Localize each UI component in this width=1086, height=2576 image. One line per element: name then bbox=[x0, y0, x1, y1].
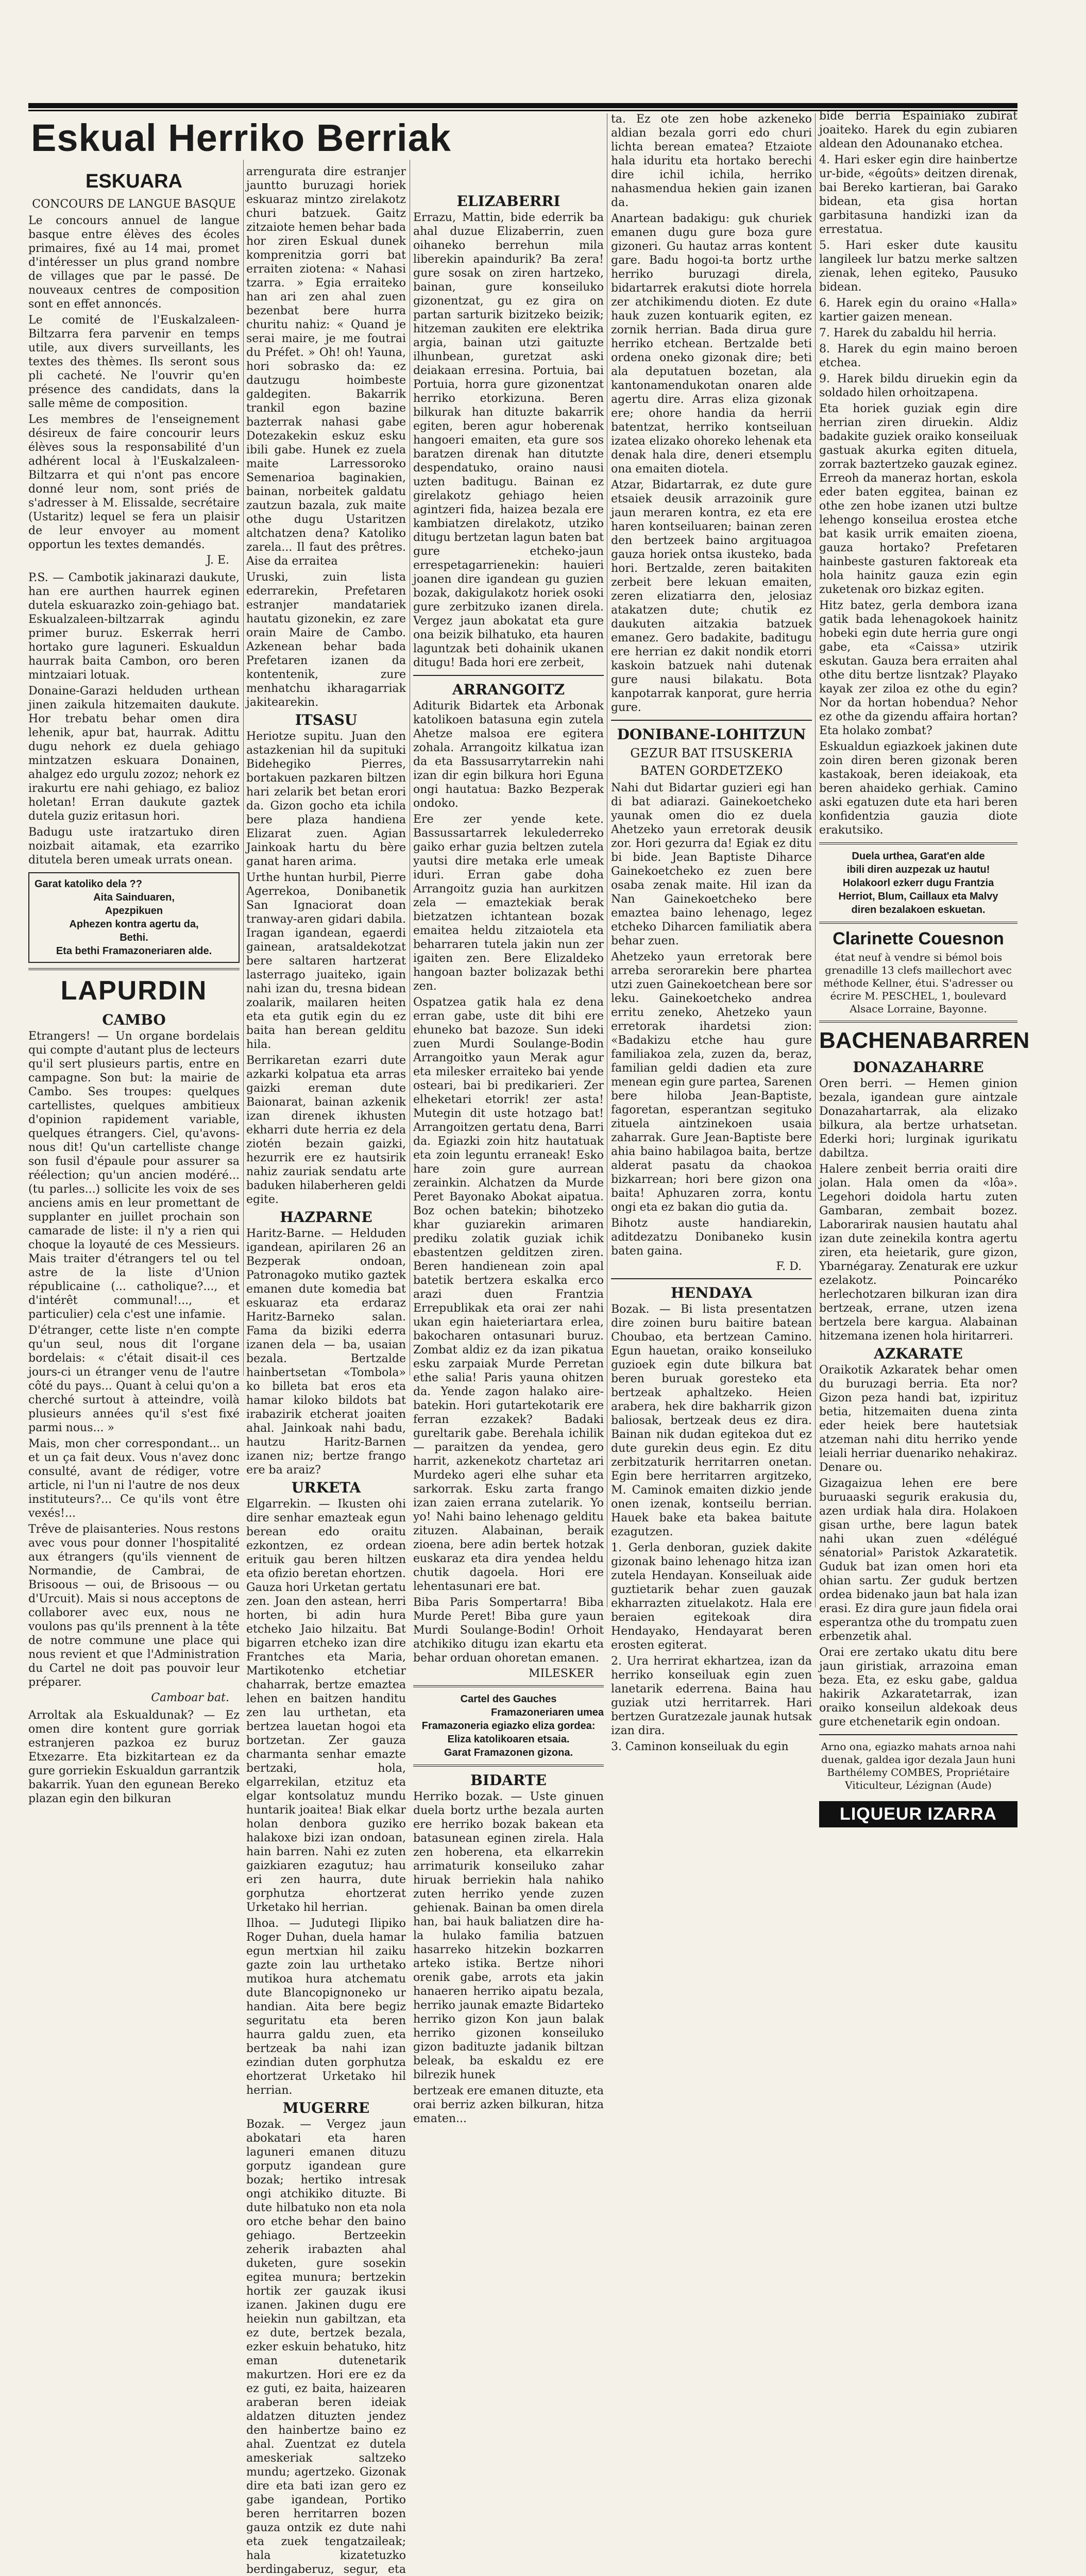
article-paragraph: Arroltak ala Eskualdunak? — Ez omen dire kontent gure gorriak estranjeren pazkoa ez buruz Etxezarre. Eta bizkitartean ez da gure gorriekin Eskualdun garrantzik bakarrik. Yuan den egunean Bereko plazan egin den bilkuran bbox=[28, 1709, 240, 1805]
town-title-hazparne: HAZPARNE bbox=[280, 1209, 372, 1226]
section-rule bbox=[28, 968, 240, 970]
article-paragraph: Anartean badakigu: guk churiek emanen dugu gure boza gure gizoneri. Gu hautaz arras kontent gare. Badu hogoi-ta bortz urthe herriko buruzagi direla, bidartarrek erakutsi diote horrela zer atchikimendu dioten. Ez dute hauk zuzen kontuarik egiten, ez zornik herrian. Bada dirua gure herriko etchean. Bertzalde beti ordena oneko gizonak dire; beti ala deputatuen bozetan, ala kantonamendukotan onaren alde agertu dire. Arras eliza gizonak ere; ohore handia da herrii batentzat, herriko kontseiluan izatea elizako ohoreko lehenak eta denak hala dire, deneri etsemplu ona emaiten diotela. bbox=[611, 212, 812, 476]
article-paragraph: Ilhoa. — Judutegi Ilipiko Roger Duhan, duela hamar egun mertxian hil zaiku gazte zoin lau urthetako mutikoa hura atchematu dute Blancopignoneko ur handian. Aita bere begiz seguritatu eta beren haurra galdu zuen, eta bertzeak ba nahi izan ezindian duten gorphutza ehortzerat Urketako hil herrian. bbox=[246, 1917, 406, 2097]
article-paragraph: Haritz-Barne. — Helduden igandean, apirilaren 26 an Bezperak ondoan, Patronagoko mutiko gaztek emanen dute komedia bat eskuaraz eta erdaraz Haritz-Barneko salan. Fama da biziki ederra izanen dela — ba, usaian bezala. Bertzalde hainbertsetan «Tombola» ko billeta bat eros eta hamar kiloko bildots bat irabazirik etcherat joaiten ahal. Jainkoak nahi badu, hautzu Haritz-Barnen izanen niz; bertze frango ere ba araiz? bbox=[246, 1227, 406, 1477]
article-paragraph: Oraikotik Azkaratek behar omen du buruzagi berria. Eta nor? Gizon peza handi bat, izpirituz betia, hitzemaiten duena zinta eder heiek bere hautetsiak atzeman nahi ditu herriko yende leiali herriar duenariko nehakiraz. Denare ou. bbox=[819, 1364, 1017, 1474]
article-paragraph: Bozak. — Vergez jaun abokatari eta haren laguneri emanen dituzu gorputz igandean gure bozak; hertiko intresak ongi atchikiko dituzte. Bi dute hilbatuko non eta nola oro etche behar den baino gehiago. Bertzeekin zeherik irabazten ahal duketen, gure sosekin egitea munura; bertzekin hortik zer gauzak ikusi izanen. Jakinen dugu ere heiekin nun gabiltzan, eta ez dute, bertzek bezala, ezker eskuin behatuko, hitz eman dutenetarik makurtzen. Hori ere ez da ez guti, ez baita, haizearen araberan beren ideiak aldatzen dituzten jendez den hainbertze baino ez ahal. Zuentzat ez dutela ameskeriak saltzeko mundu; agertzeko. Gizonak dire eta bati izan gero ez gabe igandean, Portiko beren herritarren bozen gauza ontzik ez dute nahi eta zuek tengatzaileak; hala kizatetuzko berdingaberuz, segur, eta bbox=[246, 2118, 406, 2576]
article-paragraph: Badugu uste iratzartuko diren noizbait aitamak, eta ezarriko ditutela beren umeak urrats onean. bbox=[28, 826, 240, 867]
ad-arno-text: Arno ona, egiazko mahats arnoa nahi duenak, galdea igor dezala Jaun huni Barthélemy COMBES, Propriétaire Viticulteur, Lézignan (Aude) bbox=[821, 1740, 1016, 1791]
article-paragraph: D'étranger, cette liste n'en compte qu'un seul, nous dit l'organe bordelais: « c'était disait-il ces jours-ci un étranger venu de l'autre côté du pays... Quant à celui qu'on a cherché surtout à atteindre, voilà plusieurs années qu'il s'est fixé parmi nous... » bbox=[28, 1324, 240, 1434]
article-paragraph: 2. Ura herrirat ekhartzea, izan da herriko konseiluak egin zuen lanetarik ederrena. Baina hau guziak utzi herritarrek. Hari bertzen Guratzezale jaunak hutsak izan dira. bbox=[611, 1655, 812, 1737]
article-paragraph: Errazu, Mattin, bide ederrik ba ahal duzue Elizaberrin, zuen oihaneko berrehun mila liberekin apaindurik? Ba zera! gure sosak on ziren hartzeko, bainan, gure konseiluko gizonentzat, gu ez gira on partan sarturik bizitzeko beizik; hitzeman zaukiten ere elektrika argia, bainan utzi gaituzte ilhunbean, guretzat aski deiakaan erresina. Portuia, bai Portuia, horra gure gizonentzat herriko etorkizuna. Beren bilkurak han dituzte bakarrik egiten, beren agur hoberenak hangoeri emaiten, eta gure sos baratzen direnak han ditutzte despendatuko, oraino nausi uzten baditugu. Bainan ez girelakotz gehiago heien agintzeri fida, haizea bezala ere kambiatzen direlakotz, utziko ditugu bertzetan lagun baten bat gure etcheko-jaun errespetagarrienekin: hauieri joanen dire igandean gu guzien bozak, dakigulakotz horiek osoki gure zerbitzuko izanen direla. Vergez jaun abokatat eta gure ona beizik bilhatuko, eta hauren laguntzak beti dohainik ukanen ditugu! Bada hori ere zerbeit, bbox=[413, 211, 604, 669]
section-rule bbox=[819, 842, 1017, 844]
article-paragraph: Le comité de l'Euskalzaleen-Biltzarra fera parvenir en temps utile, aux divers surveillants, les textes des thèmes. Ils seront sous pli cacheté. Ne l'ouvrir qu'en présence des candidats, dans la salle même de composition. bbox=[28, 314, 240, 410]
notice-line: Duela urthea, Garat'en alde bbox=[852, 851, 985, 862]
column-divider bbox=[243, 160, 244, 1376]
section-rule bbox=[611, 720, 812, 721]
section-rule bbox=[611, 1278, 812, 1279]
town-title-hendaya: HENDAYA bbox=[671, 1284, 752, 1301]
notice-line: Aphezen kontra agertu da, bbox=[69, 919, 199, 930]
top-rule bbox=[28, 103, 1017, 108]
column-2 bbox=[246, 165, 406, 2576]
article-paragraph: 5. Hari esker dute kausitu langileek lur batzu merke saltzen zienak, lehen egiteko, Pausuko bidean. bbox=[819, 239, 1017, 294]
town-title-itsasu: ITSASU bbox=[295, 711, 358, 728]
article-paragraph: Le concours annuel de langue basque entre élèves des écoles primaires, fixé au 14 mai, promet d'intéresser un plus grand nombre de villages que par le passé. De nouveaux centres de composition sont en effet annoncés. bbox=[28, 214, 240, 311]
article-paragraph: Uruski, zuin lista ederrarekin, Prefetaren estranjer mandatariek hautatu gizonekin, ez zare orain Maire de Cambo. Azkenean behar bada Prefetaren izanen da kontentenik, zure menhatchu ikharagarriak jakitearekin. bbox=[246, 571, 406, 709]
column-3 bbox=[413, 191, 604, 2125]
article-subtitle: GEZUR BAT ITSUSKERIA bbox=[630, 746, 793, 760]
notice-line: ibili diren auzpezak uz hautu! bbox=[846, 864, 990, 875]
section-rule bbox=[819, 1734, 1017, 1735]
town-title-donibane: DONIBANE-LOHITZUN bbox=[617, 726, 806, 743]
notice-line: Garat katoliko dela ?? bbox=[35, 878, 142, 890]
column-5 bbox=[819, 109, 1030, 1824]
ad-clarinette-title: Clarinette Couesnon bbox=[833, 929, 1004, 948]
article-paragraph: arrengurata dire estranjer jauntto buruzagi horiek eskuaraz mintzo zirelakotz churi batzuek. Gaitz zitzaiote hemen behar bada hor ziren Eskual dunek komprenitzia gorri bat erraiten ziotena: « Nahasi tzarra. » Egia erraiteko han ari zen ahal zuen bezenbat bere hurra churitu nahiz: « Quand je serai maire, je me foutrai du Préfet. » Oh! oh! Yauna, hori sobrasko da: ez dautzugu hoimbeste galdegiten. Bakarrik trankil egon bazine bazterrak nahasi gabe Dotezakekin eskuz esku ibili gabe. Hunek ez zuela maite Larressoroko Semenarioa baginakien, bainan, norbeitek galdatu zautzun bazala, zuk maite othe dugu Ustaritzen altchatzen dena? Katoliko zarela... Il faut des prêtres. Aise da erraitea bbox=[246, 165, 406, 568]
notice-line: Apezpikuen bbox=[105, 905, 163, 917]
article-paragraph: Ere zer yende kete. Bassussartarrek lekulederreko gaiko erhar guzia beltzen zutela yautsi dire metaka erle umeak iduri. Erran gabe doha Arrangoitz guzia han aurkitzen zela — emaztekiak berak bietzatzen ichtantean bozak emaitea heldu zitzaiotela eta beharraren tutela jakin nun zer igaiten zen. Bere Elizaldeko hangoan bazter bolizazak bethi zen. bbox=[413, 813, 604, 993]
article-paragraph: Halere zenbeit berria oraiti dire jolan. Hala omen da «lôa». Legehori doidola hartu zuten Gambaran, zembait bozez. Laborarirak nausien hautatu ahal izan dute zeinekila kontra agertu ziren, eta heietarik, gure gizon, Ybarnégaray. Zenaturak ere uzkur ezelakotz. Poincaréko herlechotzaren bilkuran izan dira bertzeak, errane, utzen izena bertzela bere kargua. Alabainan hitzemana izenen hola hiritarreri. bbox=[819, 1163, 1017, 1343]
article-signature: MILESKER bbox=[528, 1667, 593, 1680]
notice-line: Garat Framazonen gizona. bbox=[444, 1747, 573, 1758]
town-title-cambo: CAMBO bbox=[102, 1011, 166, 1028]
section-rule bbox=[413, 1765, 604, 1767]
article-paragraph: Ahetzeko yaun erretorak bere arreba serorarekin bere phartea utzi zuen Gainekoetchean bere sor leku. Gainekoetcheko andrea erritu zeneko, Ahetzeko yaun erretorak ihardetsi zion: «Badakizu etche hau gure familiakoa zela, zuzen da, beraz, familian geldi dadien eta zure menean egin gure partea, Sarenen bere hiloba Jean-Baptiste, fagoretan, esperantzan segituko zituela aintzinekoen usaia zaharrak. Gure Jean-Baptiste bere ahia baino habilagoa baita, bertze alderat pasatu da chaokoa bizkarrean; hori bere gizon ona baita! Aphuzaren zorra, kontu ongi eta ez bakan dio gutia da. bbox=[611, 951, 812, 1214]
article-paragraph: 4. Hari esker egin dire hainbertze ur-bide, «égoûts» deitzen direnak, bai Bereko kartieran, bai Garako bidean, eta gisa hortan garbitasuna handizki izan da errestatua. bbox=[819, 154, 1017, 236]
notice-line: Herriot, Blum, Caillaux eta Malvy bbox=[838, 891, 998, 902]
section-title-eskuara: ESKUARA bbox=[86, 171, 182, 192]
article-paragraph: 9. Harek bildu diruekin egin da soldado hilen orhoitzapena. bbox=[819, 372, 1017, 399]
article-paragraph: Donaine-Garazi helduden urthean jinen zaikula hitzemaiten daukute. Hor trebatu behar omen dira lehenik, apur bat, haurrak. Adittu dugu nehork ez duela gehiago mintzatzen eskuara Donainen, ahalgez edo urgulu zozoz; nehork ez irakurtu ere nahi gehiago, ez balioz holetan! Erran daukute gaztek dutela guziz eritasun hori. bbox=[28, 685, 240, 823]
article-paragraph: Trêve de plaisanteries. Nous restons avec vous pour donner l'hospitalité aux étrangers (qu'ils viennent de Normandie, de Cambrai, de Brisoous — oui, de Brisoous — ou d'Urcuit). Mais si nous acceptons de collaborer avec eux, nous ne voulons pas qu'ils prennent à la tête de notre commune une place qui nous revient et que l'Administration du Cartel ne doit pas pouvoir leur préparer. bbox=[28, 1523, 240, 1689]
article-paragraph: bide berria Espainiako zubirat joaiteko. Harek du egin zubiaren aldean den Adounanako etchea. bbox=[819, 110, 1017, 150]
notice-line: diren bezalakoen eskuetan. bbox=[851, 904, 986, 916]
ad-liqueur-izarra: LIQUEUR IZARRA bbox=[819, 1801, 1017, 1827]
article-paragraph: Bozak. — Bi lista presentatzen dire zoinen buru baitire batean Choubao, eta bertzean Camino. Egun hauetan, oraiko konseiluko guzioek egin dute bilkura bat beren buruak goresteko eta bertzeak aphaltzeko. Heien arabera, hek dire bakharrik gizon baliosak, bertzeak deus ez dira. Bainan nik dudan egitekoa dut ez dute gurekin deus egin. Ez ditu zerbitzaturik herritarren onetan. Egin bere herritarren argitzeko, M. Caminok emaiten dizkio jende onen izenak, kontseilu berrian. Hauek bake eta bakea baitute ezagutzen. bbox=[611, 1303, 812, 1538]
section-rule bbox=[819, 1021, 1017, 1023]
article-paragraph: Bihotz auste handiarekin, aditdezatzu Donibaneko kusin baten gaina. bbox=[611, 1217, 812, 1258]
town-title-donazaharre: DONAZAHARRE bbox=[853, 1059, 984, 1076]
article-signature: F. D. bbox=[776, 1260, 802, 1273]
article-signature: Camboar bat. bbox=[151, 1691, 229, 1704]
article-paragraph: Biba Paris Sompertarra! Biba Murde Peret! Biba gure yaun Murdi Soulange-Bodin! Orhoit atchikiko ditugu izan ekartu eta behar orduan ohoretan emanen. bbox=[413, 1596, 604, 1665]
article-paragraph: Hitz batez, gerla dembora izana gatik bada lehenagokoek hainitz hobeki egin dute herria gure ongi gabe, eta «Caissa» utzirik eskutan. Gauza bera erraiten ahal othe ditu bertze lisntzak? Playako kayak zer ziloa ez othe du egin? Nor da hortan hobendua? Nehor ez othe da gizendu affaira hortan? Eta holako zombat? bbox=[819, 599, 1017, 737]
section-title-lapurdin: LAPURDIN bbox=[60, 976, 208, 1006]
article-paragraph: Nahi dut Bidartar guzieri egi han di bat adiarazi. Gainekoetcheko yaunak omen dio ez duela Ahetzeko yaun erretorak deusik zor. Hori gezurra da! Egiak ez ditu bi bide. Jean Baptiste Diharce Gainekoetcheko ez zuen bere osaba zenak maite. Hil izan da Nan Gainekoetcheko bere emaztea baino lehenago, legez etcheko Diharcen familiatik abera behar zuen. bbox=[611, 782, 812, 947]
article-paragraph: Eta horiek guziak egin dire herrian ziren diruekin. Aldiz badakite guziek oraiko konseiluak gastuak akurka egiten dituela, zorrak baztertzeko gauzak eginez. Erreoh da maneraz hortan, eskola eder baten eggitea, bainan ez othe zen hobe izanen utzi bultze lehengo konseilua erostea etche bat kasik urrik emaiten zioena, gauza hortako? Prefetaren hainbeste gasturen faktoreak eta hola hainitz gauza ezin egin zuketenak oro bizkaz egiten. bbox=[819, 402, 1017, 596]
notice-line: Framazoneriaren umea bbox=[491, 1707, 604, 1718]
article-paragraph: P.S. — Cambotik jakinarazi daukute, han ere aurthen haurrek eginen dutela eskuarazko zoin-gehiago bat. Eskualzaleen-biltzarrak agindu primer buruz. Eskerrak herri hortako gure laguneri. Eskualdun haurrak baita Cambon, oro beren mintzaiari lotuak. bbox=[28, 571, 240, 682]
article-paragraph: Orai ere zertako ukatu ditu bere jaun giristiak, arrazoina eman beza. Eta, ez esku gabe, galdua hakirik Azkaratetarrak, izan oraiko konseilun aldekoak deus gure etchenetarik egin ondoan. bbox=[819, 1646, 1017, 1728]
notice-line: Bethi. bbox=[120, 932, 148, 943]
article-paragraph: Oren berri. — Hemen ginion bezala, igandean gure aintzale Donazahartarrak, ala elizako bilkura, ala bertze urhatsetan. Ederki hori; lurginak igurikatu dabiltza. bbox=[819, 1077, 1017, 1160]
notice-line: Eliza katolikoaren etsaia. bbox=[447, 1734, 570, 1745]
notice-cartel bbox=[413, 1692, 604, 1759]
article-signature: J. E. bbox=[206, 554, 229, 567]
article-subtitle: CONCOURS DE LANGUE BASQUE bbox=[32, 198, 236, 211]
article-paragraph: ta. Ez ote zen hobe azkeneko aldian bezala gorri edo churi lichta berean ematea? Etzaiote hala iduritu eta hortako berechi dire ichil ichila, herriko nahasmendua hekien gain izanen da. bbox=[611, 113, 812, 209]
article-paragraph: Aditurik Bidartek eta Arbonak katolikoen batasuna egin zutela Ahetze malsoa ere egitera zohala. Arrangoitz kilkatua izan da eta Bassusarrytarrekin nahi izan dir egin bilkura hori Eguna ongi hautatua: Bazko Bezperak ondoko. bbox=[413, 700, 604, 810]
column-1 bbox=[28, 167, 240, 1805]
article-paragraph: 8. Harek du egin maino beroen etchea. bbox=[819, 343, 1017, 369]
article-subtitle: BATEN GORDETZEKO bbox=[640, 764, 783, 778]
notice-box-garat bbox=[28, 872, 240, 963]
masthead: Eskual Herriko Berriak bbox=[31, 116, 451, 159]
article-paragraph: Urthe huntan hurbil, Pierre Agerrekoa, Donibanetik San Ignaciorat doan tranway-aren gidari dabila. Iragan igandean, egaerdi gainean, aratsaldekotzat bere saltaren hartzerat lasterrago juaiteko, igain nahi izan du, tresna bidean zoalarik, mailaren heiten eta eta gutik egin du ez baita han berean gelditu hila. bbox=[246, 871, 406, 1051]
article-paragraph: Heriotze supitu. Juan den astazkenian hil da supituki Bidehegiko Pierres, bortakuen pazkaren biltzen hari zelarik bet betan erori da. Gizon gocho eta ichila bere plaza handiena Elizarat zuen. Agian Jainkoak hartu du bère ganat haren arima. bbox=[246, 730, 406, 868]
article-paragraph: 7. Harek du zabaldu hil herria. bbox=[819, 327, 997, 340]
article-paragraph: Ospatzea gatik hala ez dena erran gabe, uste dit bihi ere ehuneko bat bazoze. Sun ideki zuen Murdi Soulange-Bodin Arrangoitko yaun Merak agur eta milesker erraiteko bai yende osteari, bai bi predikarieri. Zer elheketari etorrik! zer asta! Mutegin dit uste hotzago bat! Arrangoitzen gertatu dena, Barri da. Egiazki zoin hitz hautatuak eta zoin leguntu erraneak! Esko hare zoin gure aurrean zerainkin. Alchatzen da Murde Peret Bayonako Abokat aipatua. Boz ochen batekin; bihotzeko khar guziarekin arimaren prediku zolatik guziak ichik ebastentzen gelditzen ziren. Beren handienean zoin apal batetik bertzera eskalka erco arazi duen Frantzia Errepublikak eta orai zer nahi ukan egin haieteriartara erlea, bakocharen ontasunari buruz. Zombat aldiz ez da izan pikatua esku zarpaiak Murde Perretan ethe salia! Paris yauna ohitzen da. Yende zagon halako aire-batekin. Hori gutartekotarik ere ferran ezzakek? Badaki gureltarik gabe. Berehala ichilik — paraitzen da yendea, gero harrit, azkenekotz chartetaz ari Murdeko ageri elhe suhar eta sarkorrak. Esku zarta frango izan zaien errana zutelarik. Yo yo! Nahi baino lehenago gelditu zituzen. Alabainan, beraik zioena, bere adin bertek hotzak euskaraz eta dira yendea heldu chutik dagoela. Hori ere lehentasunari ere bat. bbox=[413, 996, 604, 1593]
town-title-elizaberri: ELIZABERRI bbox=[456, 193, 561, 210]
article-paragraph: Elgarrekin. — Ikusten ohi dire senhar emazteak egun berean edo oraitu ezkontzen, ez ordean erituik gau beren hiltzen eta ofizio beretan ehortzen. Gauza hori Urketan gertatu zen. Joan den astean, herri horten, bi adin hura etcheko Jaio hilzaitu. Bat bigarren etcheko izan dire Frantches eta Maria, Martikotenko etchetiar chaharrak, bertze emaztea lehen en baitzen handitu zen lau urthetan, eta bertzea lauetan hogoi eta bortzetan. Zer gauza charmanta senhar emazte bertzaki, hola, elgarrekilan, etzituz eta elgar kontsolatuz mundu huntarik joaitea! Biak elkar holan denbora guziko halakoxe bizi izan ondoan, hain barren. Nahi ez zuten gaizkiaren ezagutuz; hau eri zen haurra, dute gorphutza ehortzerat Urketako hil herrian. bbox=[246, 1498, 406, 1914]
article-paragraph: Mais, mon cher correspondant... un et un ça fait deux. Vous n'avez donc consulté, avant de rédiger, votre article, ni l'un ni l'autre de nos deux instituteurs?... Ce qu'ils vont être vexés!... bbox=[28, 1437, 240, 1520]
ad-clarinette-text: état neuf à vendre si bémol bois grenadille 13 clefs maillechort avec méthode Kellner, étui. S'adresser ou écrire M. PESCHEL, 1, boulevard Alsace Lorraine, Bayonne. bbox=[823, 951, 1013, 1015]
town-title-azkarate: AZKARATE bbox=[874, 1345, 963, 1362]
town-title-mugerre: MUGERRE bbox=[282, 2099, 370, 2116]
notice-line: Cartel des Gauches bbox=[460, 1693, 557, 1705]
town-title-bidarte: BIDARTE bbox=[470, 1772, 547, 1789]
notice-line: Framazoneria egiazko eliza gordea: bbox=[421, 1720, 596, 1732]
article-paragraph: 1. Gerla denboran, guziek dakite gizonak baino lehenago hitza izan zutela Hendayan. Konseiluak aide guztietarik behar zuen gauzak ekharrazten zituelakotz. Hala ere beraien egitekoak dira Hendayako, Hendayarat beren erosten egiterat. bbox=[611, 1541, 812, 1652]
column-divider bbox=[815, 113, 816, 1607]
town-title-urketa: URKETA bbox=[291, 1479, 361, 1496]
section-title-bachenabarren: BACHENABARREN bbox=[819, 1028, 1030, 1053]
notice-line: Holakoorl ezkerr dugu Frantzia bbox=[842, 877, 994, 889]
article-paragraph: Herriko bozak. — Uste ginuen duela bortz urthe bezala aurten ere herriko bozak bakean eta batasunean eginen zirela. Hala zen hoberena, eta elkarrekin arrimaturik konseiluko zahar hiruak berriekin hala nahiko zuten herriko yende zuzen gehienak. Bainan ba omen direla han, bai hauk baliatzen dire ha-la hulako familia batzuen hasarreko hitzekin bozkarren arteko istika. Bertze nihori orenik gabe, arrots eta jakin hanaeren herriko aipatu bezala, herriko jaunak emazte Bidarteko herriko gizon Kon jaun balak herriko gizonen konseiluko gizon badituzte jadanik biltzan beleak, ba eskaldu ez ere bilrezik hunek bbox=[413, 1790, 604, 2081]
article-paragraph: bertzeak ere emanen dituzte, eta orai berriz azken bilkuran, hitza ematen... bbox=[413, 2084, 604, 2125]
article-paragraph: 6. Harek egin du oraino «Halla» kartier gaizen menean. bbox=[819, 297, 1017, 324]
section-rule bbox=[413, 1685, 604, 1687]
notice-line: Eta bethi Framazoneriaren alde. bbox=[56, 945, 212, 957]
article-paragraph: Les membres de l'enseignement désireux de faire concourir leurs élèves sous la responsabilité d'un adhérent local à l'Euskalzaleen-Biltzarra et qui n'ont pas encore donné leur nom, sont priés de s'adresser à M. Elissalde, secrétaire (Ustaritz) lequel se fera un plaisir de leur envoyer au moment opportun les textes demandés. bbox=[28, 413, 240, 551]
section-rule bbox=[413, 675, 604, 676]
article-paragraph: Atzar, Bidartarrak, ez dute gure etsaiek deusik arrazoinik gure jaun meraren kontra, ez eta ere haren kontseiluaren; bainan zeren den bertzeek baino argituagoa gauza horiek ontsa ikusteko, bada hori. Bertzalde, zeren baitakiten zerbeit bere lekuan emaiten, zeren elizatiarra den, jelosiaz atakatzen dute; chutik ez daukuten aitzakia batzuek emanez. Gero badakite, baditugu ere herrian ez dakit nondik etorri kaskoin batzuek nahi dutenak gure nausi bilakatu. Bota kanpotarrak kanporat, gure herria gure. bbox=[611, 479, 812, 714]
article-paragraph: Gizagaizua lehen ere bere buruaaski segurik erakusia du, azen urdiak hala dira. Holakoen gisan urthe, bere lagun batek nahi ukan zuen «délégué sénatorial» Paristok Azkaratetik. Guduk bat izan omen hori eta ohian sartu. Zer guduk bertzen ordea bidenako jaun bat hala izan erasi. Ez dira gure jaun fidela orai esperantza othe du trompatu zuen erbenzetik ahal. bbox=[819, 1477, 1017, 1643]
section-rule bbox=[819, 922, 1017, 924]
article-paragraph: Eskualdun egiazkoek jakinen dute zoin diren beren gizonak beren kastakoak, beren ideiakoak, eta beren ahaideko gerhiak. Camino aski egatuzen dute eta hari beren konfidentzia gauzia diote erakutsiko. bbox=[819, 740, 1017, 837]
column-4 bbox=[611, 112, 812, 1753]
article-paragraph: 3. Caminon konseiluak du egin bbox=[611, 1740, 789, 1753]
town-title-arrangoitz: ARRANGOITZ bbox=[452, 681, 565, 698]
article-paragraph: Berrikaretan ezarri dute azkarki kolpatua eta arras gaizki ereman dute Baionarat, bainan azkenik izan direnek ikhusten ekharri dute herria ez dela ziotén bezain gaizki, hezurrik ere ez hautsirik nahiz zauriak sendatu arte baduken hilaberheren geldi egite. bbox=[246, 1054, 406, 1206]
notice-line: Aita Sainduaren, bbox=[93, 892, 175, 903]
notice-duela bbox=[819, 850, 1017, 917]
article-paragraph: Etrangers! — Un organe bordelais qui compte d'autant plus de lecteurs qu'il sert plusieurs partis, entre en campagne. Son but: la mairie de Cambo. Ses troupes: quelques cartellistes, quelques ambitieux d'opinion rapidement variable, quelques étrangers. Ciel, qu'avons-nous dit! Qu'un cartelliste change son fusil d'épaule pour assurer sa réélection; qu'un ancien modéré... (tu parles...) sollicite les voix de ses anciens amis en leur promettant de supplanter en juillet prochain son camarade de liste: il n'y a rien qui choque la loyauté de ces Messieurs. Mais traiter d'étrangers tel ou tel astre de la liste d'Union républicaine (... catholique?..., et d'intérêt communal!..., et particulier) cela c'est une infamie. bbox=[28, 1030, 240, 1321]
